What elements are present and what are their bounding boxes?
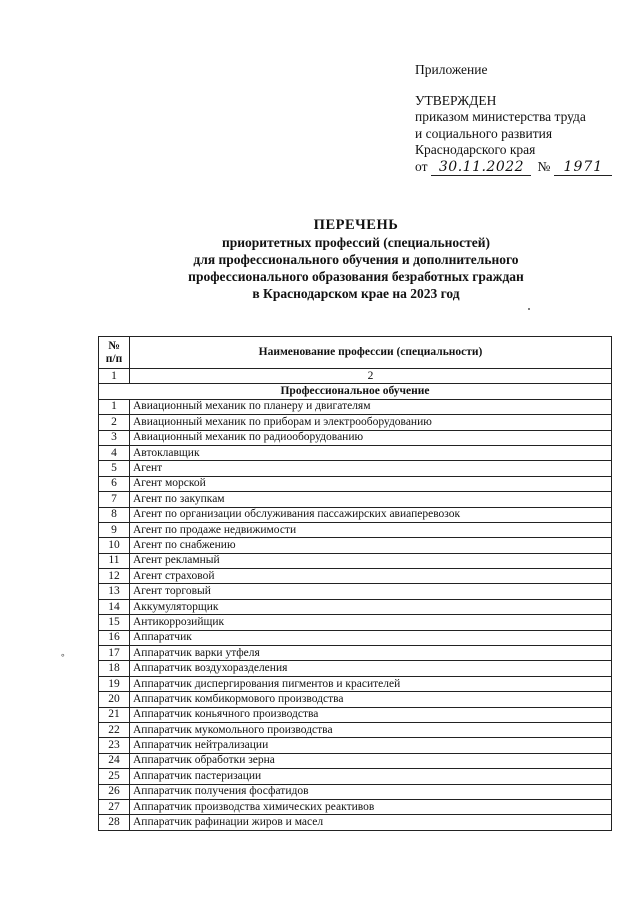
row-number: 19	[99, 676, 130, 691]
profession-name: Агент по продаже недвижимости	[130, 522, 612, 537]
title-line-3: профессионального образования безработных граждан	[188, 269, 524, 284]
profession-name: Аппаратчик	[130, 630, 612, 645]
table-row	[99, 646, 612, 661]
section-row	[99, 384, 612, 399]
title-line-4: в Краснодарском крае на 2023 год	[252, 286, 460, 301]
table-row	[99, 722, 612, 737]
title-line-2: для профессионального обучения и дополнительного	[193, 252, 519, 267]
profession-name: Агент торговый	[130, 584, 612, 599]
table-row	[99, 507, 612, 522]
approved-label: УТВЕРЖДЕН	[415, 92, 497, 108]
row-number: 1	[99, 399, 130, 414]
profession-name: Агент морской	[130, 476, 612, 491]
order-date-number	[415, 159, 625, 177]
from-label: от	[415, 158, 428, 174]
table-row	[99, 461, 612, 476]
profession-name: Антикоррозийщик	[130, 615, 612, 630]
row-number: 12	[99, 569, 130, 584]
row-number: 26	[99, 784, 130, 799]
header-number	[99, 337, 130, 369]
table-row	[99, 584, 612, 599]
table-row	[99, 753, 612, 768]
table-row	[99, 569, 612, 584]
row-number: 11	[99, 553, 130, 568]
row-number: 16	[99, 630, 130, 645]
profession-name: Авиационный механик по радиооборудованию	[130, 430, 612, 445]
number-label: №	[537, 158, 551, 174]
header-number-abbr: п/п	[105, 352, 123, 365]
row-number: 14	[99, 599, 130, 614]
profession-name: Аппаратчик диспергирования пигментов и красителей	[130, 676, 612, 691]
appendix-label: Приложение	[415, 62, 488, 77]
profession-name: Агент рекламный	[130, 553, 612, 568]
profession-name: Агент по организации обслуживания пассажирских авиаперевозок	[130, 507, 612, 522]
row-number: 28	[99, 815, 130, 830]
approval-block	[415, 62, 625, 176]
section-title: Профессиональное обучение	[99, 384, 612, 399]
order-date: 30.11.2022	[431, 159, 531, 177]
table-row	[99, 661, 612, 676]
table-row	[99, 538, 612, 553]
document-title	[100, 217, 612, 302]
profession-name: Аппаратчик получения фосфатидов	[130, 784, 612, 799]
row-number: 5	[99, 461, 130, 476]
row-number: 23	[99, 738, 130, 753]
title-line-1: приоритетных профессий (специальностей)	[221, 235, 491, 250]
row-number: 18	[99, 661, 130, 676]
table-row	[99, 769, 612, 784]
profession-name: Аппаратчик пастеризации	[130, 769, 612, 784]
table-row	[99, 615, 612, 630]
row-number: 24	[99, 753, 130, 768]
table-row	[99, 430, 612, 445]
row-number: 9	[99, 522, 130, 537]
professions-table	[98, 336, 612, 831]
table-row	[99, 415, 612, 430]
row-number: 17	[99, 646, 130, 661]
row-number: 22	[99, 722, 130, 737]
row-number: 10	[99, 538, 130, 553]
table-row	[99, 707, 612, 722]
header-name: Наименование профессии (специальности)	[130, 337, 612, 369]
table-row	[99, 692, 612, 707]
profession-name: Агент по снабжению	[130, 538, 612, 553]
approval-line-3: Краснодарского края	[415, 142, 536, 157]
row-number: 20	[99, 692, 130, 707]
approval-line-2: и социального развития	[415, 125, 553, 141]
profession-name: Агент по закупкам	[130, 492, 612, 507]
profession-name: Аппаратчик коньячного производства	[130, 707, 612, 722]
header-number-sign: №	[108, 339, 120, 352]
profession-name: Аппаратчик нейтрализации	[130, 738, 612, 753]
table-row	[99, 630, 612, 645]
table-header-row	[99, 337, 612, 369]
profession-name: Авиационный механик по планеру и двигателям	[130, 399, 612, 414]
table-row	[99, 492, 612, 507]
table-row	[99, 476, 612, 491]
profession-name: Аппаратчик мукомольного производства	[130, 722, 612, 737]
profession-name: Аппаратчик комбикормового производства	[130, 692, 612, 707]
row-number: 27	[99, 799, 130, 814]
profession-name: Аккумуляторщик	[130, 599, 612, 614]
profession-name: Аппаратчик рафинации жиров и масел	[130, 815, 612, 830]
title-main: ПЕРЕЧЕНЬ	[313, 217, 399, 233]
row-number: 25	[99, 769, 130, 784]
spacer	[415, 79, 625, 93]
table-row	[99, 676, 612, 691]
row-number: 15	[99, 615, 130, 630]
row-number: 4	[99, 445, 130, 460]
table-row	[99, 738, 612, 753]
table-row	[99, 553, 612, 568]
row-number: 2	[99, 415, 130, 430]
row-number: 13	[99, 584, 130, 599]
table-row	[99, 599, 612, 614]
order-number: 1971	[554, 159, 612, 177]
profession-name: Автоклавщик	[130, 445, 612, 460]
profession-name: Аппаратчик обработки зерна	[130, 753, 612, 768]
profession-name: Аппаратчик воздухоразделения	[130, 661, 612, 676]
profession-name: Агент	[130, 461, 612, 476]
approval-line-1: приказом министерства труда	[415, 109, 586, 124]
scan-speck	[528, 308, 530, 310]
table-row	[99, 445, 612, 460]
profession-name: Авиационный механик по приборам и электрооборудованию	[130, 415, 612, 430]
row-number: 6	[99, 476, 130, 491]
profession-name: Аппаратчик варки утфеля	[130, 646, 612, 661]
row-number: 21	[99, 707, 130, 722]
profession-name: Аппаратчик производства химических реактивов	[130, 799, 612, 814]
column-index-1: 1	[99, 369, 130, 384]
table-row	[99, 784, 612, 799]
table-row	[99, 799, 612, 814]
table-row	[99, 522, 612, 537]
table-row	[99, 399, 612, 414]
margin-mark: ∘	[60, 651, 66, 661]
profession-name: Агент страховой	[130, 569, 612, 584]
row-number: 7	[99, 492, 130, 507]
row-number: 3	[99, 430, 130, 445]
column-index-row	[99, 369, 612, 384]
column-index-2: 2	[130, 369, 612, 384]
row-number: 8	[99, 507, 130, 522]
table-row	[99, 815, 612, 830]
